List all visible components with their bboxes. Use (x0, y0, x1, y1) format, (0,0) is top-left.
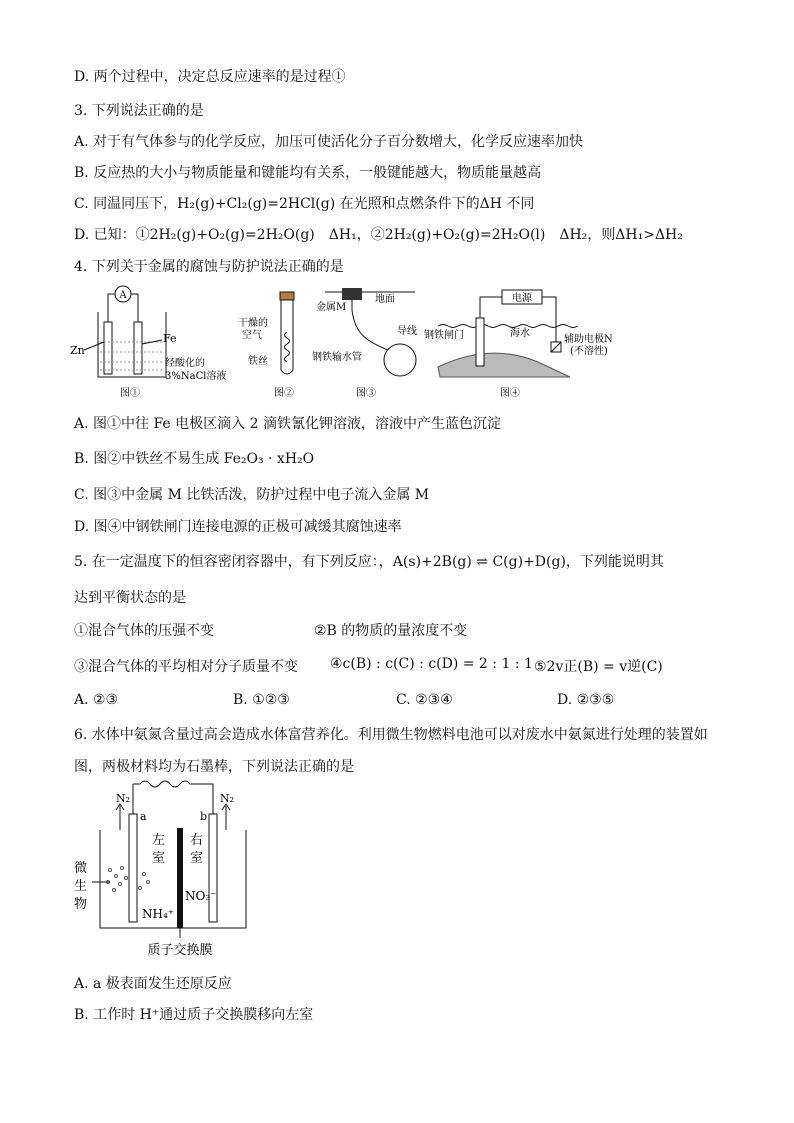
q2-option-d: D. 两个过程中，决定总反应速率的是过程① (74, 69, 346, 85)
q4-option-d: D. 图④中钢铁闸门连接电源的正极可减缓其腐蚀速率 (74, 519, 402, 535)
figure-1-caption: 图① (120, 388, 140, 399)
q6-stem-cont: 图，两极材料均为石墨棒，下列说法正确的是 (74, 759, 354, 775)
electrode-a-label: a (140, 810, 147, 823)
q3-option-d: D. 已知：①2H₂(g)+O₂(g)=2H₂O(g) ΔH₁，②2H₂(g)+O₂(g)=2H₂O(l) ΔH₂，则ΔH₁>ΔH₂ (74, 227, 683, 243)
power-label: 电源 (512, 293, 532, 304)
left-chamber-label-1: 左 (152, 833, 166, 848)
q6-option-a: A. a 极表面发生还原反应 (74, 976, 232, 992)
proton-exchange-membrane-label: 质子交换膜 (147, 943, 213, 958)
q6-stem: 6. 水体中氨氮含量过高会造成水体富营养化。利用微生物燃料电池可以对废水中氨氮进行处理的装置如 (74, 727, 708, 743)
q4-stem: 4. 下列关于金属的腐蚀与防护说法正确的是 (74, 259, 344, 275)
q4-figures (70, 282, 730, 402)
q4-option-b: B. 图②中铁丝不易生成 Fe₂O₃ · xH₂O (74, 451, 315, 467)
figure-4-caption: 图④ (500, 388, 520, 399)
q3-option-a: A. 对于有气体参与的化学反应，加压可使活化分子百分数增大，化学反应速率加快 (74, 134, 584, 150)
q5-option-a: A. ②③ (74, 692, 119, 708)
microbe-label-2: 生 (74, 879, 88, 894)
q3-stem: 3. 下列说法正确的是 (74, 103, 204, 119)
n2-left-label: N₂ (116, 792, 131, 805)
auxiliary-electrode-label: 辅助电极N (564, 334, 613, 345)
q3-option-b: B. 反应热的大小与物质能量和键能均有关系，一般键能越大，物质能量越高 (74, 165, 542, 181)
metal-m-label: 金属M (316, 302, 347, 313)
wire-label: 导线 (397, 326, 417, 337)
n2-right-label: N₂ (220, 792, 235, 805)
solution-label-2: 3%NaCl溶液 (165, 371, 227, 382)
q5-choice-2: ②B 的物质的量浓度不变 (314, 623, 468, 639)
ammeter-label: A (119, 290, 127, 301)
figure-3-caption: 图③ (356, 388, 376, 399)
figure-2-caption: 图② (274, 388, 294, 399)
q4-option-a: A. 图①中往 Fe 电极区滴入 2 滴铁氰化钾溶液，溶液中产生蓝色沉淀 (74, 416, 501, 432)
q4-option-c: C. 图③中金属 M 比铁活泼，防护过程中电子流入金属 M (74, 487, 430, 503)
q5-choice-3: ③混合气体的平均相对分子质量不变 (74, 659, 298, 675)
ground-label: 地面 (375, 294, 395, 305)
steel-pipe-label: 钢铁输水管 (312, 352, 362, 363)
q5-stem-cont: 达到平衡状态的是 (74, 590, 186, 606)
right-chamber-label-1: 右 (190, 833, 204, 848)
figure-3 (312, 288, 417, 399)
q5-option-c: C. ②③④ (396, 692, 453, 708)
microbe-label-3: 物 (74, 897, 88, 912)
right-chamber-label-2: 室 (190, 851, 204, 866)
dry-air-label-2: 空气 (242, 330, 262, 341)
seawater-label: 海水 (510, 328, 530, 339)
solution-label-1: 经酸化的 (165, 358, 205, 369)
iron-wire-label: 铁丝 (248, 356, 268, 367)
figure-2 (238, 292, 294, 399)
left-chamber-label-2: 室 (152, 851, 166, 866)
q5-choice-5: ⑤2v正(B) = v逆(C) (534, 659, 663, 675)
ammonium-label: NH₄⁺ (142, 907, 175, 921)
q6-option-b: B. 工作时 H⁺通过质子交换膜移向左室 (74, 1007, 314, 1023)
q5-option-d: D. ②③⑤ (557, 692, 615, 708)
q5-stem: 5. 在一定温度下的恒容密闭容器中，有下列反应：，A(s)+2B(g) ⇌ C(g)+D(g)，下列能说明其 (74, 554, 664, 570)
insoluble-label: (不溶性) (570, 346, 608, 357)
q5-choice-1: ①混合气体的压强不变 (74, 623, 214, 639)
q5-option-b: B. ①②③ (233, 692, 290, 708)
dry-air-label-1: 干燥的 (238, 318, 268, 329)
figure-4 (424, 290, 613, 399)
figure-1 (70, 286, 226, 399)
microbe-label-1: 微 (74, 861, 88, 876)
steel-gate-label: 钢铁闸门 (424, 330, 464, 341)
nitrate-label: NO₃⁻ (185, 889, 217, 903)
q5-choice-4: ④c(B) : c(C) : c(D) = 2 : 1 : 1 (330, 656, 533, 672)
electrode-b-label: b (200, 810, 208, 823)
q3-option-c: C. 同温同压下，H₂(g)+Cl₂(g)=2HCl(g) 在光照和点燃条件下的ΔH 不同 (74, 196, 535, 212)
zn-label: Zn (70, 344, 85, 357)
fe-label: Fe (163, 332, 177, 345)
q6-figure (70, 778, 290, 966)
